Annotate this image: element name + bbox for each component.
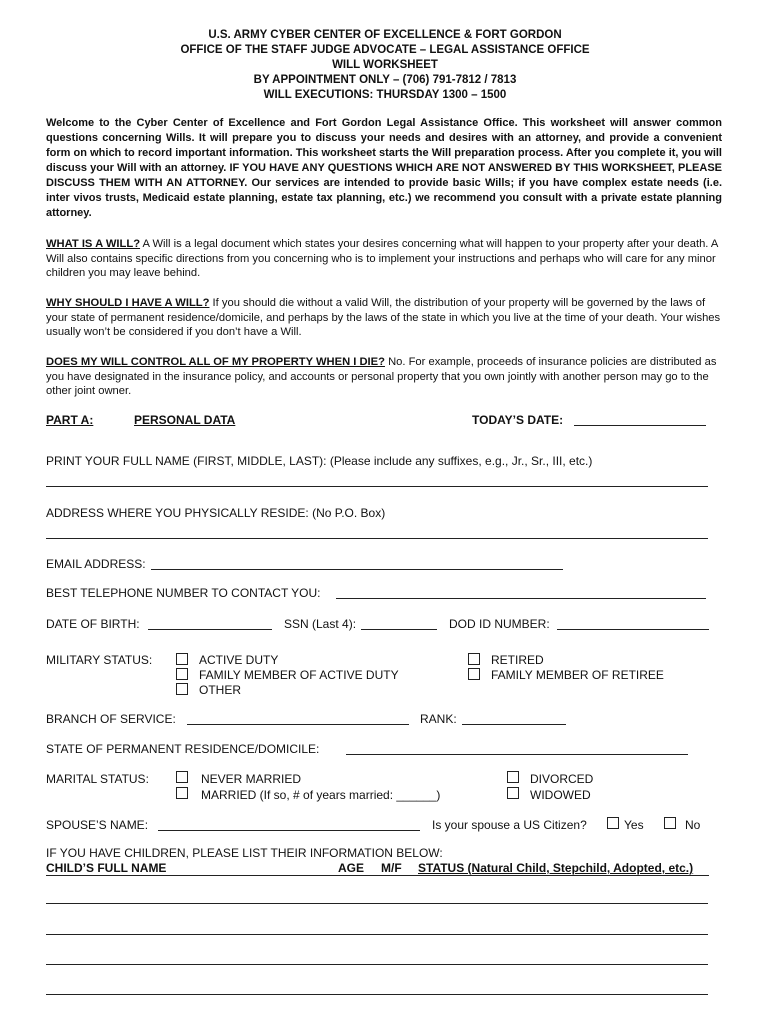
never-married-checkbox[interactable] [176, 771, 188, 783]
other-checkbox[interactable] [176, 683, 188, 695]
faq-why-will [46, 296, 722, 340]
ssn-field[interactable] [361, 617, 437, 630]
dod-id-field[interactable] [557, 617, 709, 630]
branch-field[interactable] [187, 712, 409, 725]
header-line-3: WILL WORKSHEET [332, 59, 438, 71]
family-active-label: FAMILY MEMBER OF ACTIVE DUTY [199, 668, 399, 682]
citizen-no-label: No [685, 818, 701, 832]
ssn-label: SSN (Last 4): [284, 617, 357, 631]
header-line-2: OFFICE OF THE STAFF JUDGE ADVOCATE – LEGAL ASSISTANCE OFFICE [180, 44, 590, 56]
state-field[interactable] [346, 742, 688, 755]
state-label: STATE OF PERMANENT RESIDENCE/DOMICILE: [46, 742, 320, 756]
phone-label: BEST TELEPHONE NUMBER TO CONTACT YOU: [46, 586, 321, 600]
faq-question: WHY SHOULD I HAVE A WILL? [46, 297, 210, 309]
widowed-label: WIDOWED [530, 788, 591, 802]
intro-paragraph: Welcome to the Cyber Center of Excellence and Fort Gordon Legal Assistance Office. This worksheet will answer common questions concerning Wills. It will prepare you to discuss your needs and desires with an attorney, and provide a convenient form on which to record important information. This worksheet starts the Will preparation process. After you complete it, you will discuss your Will with an attorney. IF YOU HAVE ANY QUESTIONS WHICH ARE NOT ANSWERED BY THIS WORKSHEET, PLEASE DISCUSS THEM WITH AN ATTORNEY. Our services are intended to provide basic Wills; if you have complex estate needs (i.e. inter vivos trusts, Medicaid estate planning, estate tax planning, etc.) we recommend you consult with a private estate planning attorney. [46, 117, 722, 219]
header-line-4: BY APPOINTMENT ONLY – (706) 791-7812 / 7813 [253, 74, 517, 86]
faq-answer: A Will is a legal document which states your desires concerning what will happen to your property after your death. A Will also contains specific directions from you concerning who is to implement your instructions and perhaps who will care for any minor children you may leave behind. [46, 238, 718, 279]
dob-field[interactable] [148, 617, 272, 630]
retired-checkbox[interactable] [468, 653, 480, 665]
divorced-label: DIVORCED [530, 772, 594, 786]
header-line-1: U.S. ARMY CYBER CENTER OF EXCELLENCE & FORT GORDON [208, 29, 562, 41]
header-line-5: WILL EXECUTIONS: THURSDAY 1300 – 1500 [263, 89, 507, 101]
email-label: EMAIL ADDRESS: [46, 557, 146, 571]
faq-control-property [46, 355, 722, 399]
widowed-checkbox[interactable] [507, 787, 519, 799]
child-row-1[interactable] [46, 903, 708, 904]
family-retiree-label: FAMILY MEMBER OF RETIREE [491, 668, 664, 682]
active-duty-label: ACTIVE DUTY [199, 653, 279, 667]
married-label: MARRIED (If so, # of years married: ______) [201, 788, 441, 802]
faq-question: WHAT IS A WILL? [46, 238, 141, 250]
phone-field[interactable] [336, 586, 706, 599]
military-status-label: MILITARY STATUS: [46, 653, 153, 667]
faq-what-is-will [46, 237, 722, 281]
col-child-name: CHILD’S FULL NAME [46, 861, 167, 875]
part-a-title: PERSONAL DATA [134, 413, 236, 427]
other-label: OTHER [199, 683, 241, 697]
spouse-name-field[interactable] [158, 818, 420, 831]
faq-answer: If you should die without a valid Will, the distribution of your property will be governed by the laws of your state of permanent residence/domicile, and perhaps by the laws of the state in which you live at the time of your death. Your wishes usually won’t be considered if you don’t have a Will. [46, 297, 721, 338]
citizen-yes-label: Yes [624, 818, 644, 832]
dob-label: DATE OF BIRTH: [46, 617, 140, 631]
family-retiree-checkbox[interactable] [468, 668, 480, 680]
rank-label: RANK: [420, 712, 457, 726]
child-row-4[interactable] [46, 994, 708, 995]
col-age: AGE [338, 861, 365, 875]
faq-answer: No. For example, proceeds of insurance policies are distributed as you have designated in the insurance policy, and accounts or personal property that you own jointly with another person may go to the other joint owner. [46, 356, 717, 397]
citizen-no-checkbox[interactable] [664, 817, 676, 829]
children-intro: IF YOU HAVE CHILDREN, PLEASE LIST THEIR INFORMATION BELOW: [46, 846, 443, 860]
child-row-2[interactable] [46, 934, 708, 935]
dod-id-label: DOD ID NUMBER: [449, 617, 550, 631]
todays-date-label: TODAY’S DATE: [472, 413, 564, 427]
branch-label: BRANCH OF SERVICE: [46, 712, 176, 726]
todays-date-field[interactable] [574, 413, 706, 426]
family-active-checkbox[interactable] [176, 668, 188, 680]
part-a-label: PART A: [46, 413, 94, 427]
retired-label: RETIRED [491, 653, 544, 667]
citizen-yes-checkbox[interactable] [607, 817, 619, 829]
spouse-name-label: SPOUSE’S NAME: [46, 818, 149, 832]
full-name-label: PRINT YOUR FULL NAME (FIRST, MIDDLE, LAST): (Please include any suffixes, e.g., Jr., Sr., III, etc.) [46, 454, 593, 468]
active-duty-checkbox[interactable] [176, 653, 188, 665]
address-label: ADDRESS WHERE YOU PHYSICALLY RESIDE: (No P.O. Box) [46, 506, 386, 520]
divorced-checkbox[interactable] [507, 771, 519, 783]
document-header [0, 28, 770, 103]
col-status: STATUS (Natural Child, Stepchild, Adopted, etc.) [418, 861, 694, 875]
rank-field[interactable] [462, 712, 566, 725]
col-mf: M/F [381, 861, 402, 875]
marital-status-label: MARITAL STATUS: [46, 772, 149, 786]
address-field[interactable] [46, 538, 708, 539]
faq-question: DOES MY WILL CONTROL ALL OF MY PROPERTY WHEN I DIE? [46, 356, 385, 368]
never-married-label: NEVER MARRIED [201, 772, 302, 786]
email-field[interactable] [151, 557, 563, 570]
married-checkbox[interactable] [176, 787, 188, 799]
full-name-field[interactable] [46, 486, 708, 487]
child-row-3[interactable] [46, 964, 708, 965]
spouse-citizen-question: Is your spouse a US Citizen? [432, 818, 587, 832]
